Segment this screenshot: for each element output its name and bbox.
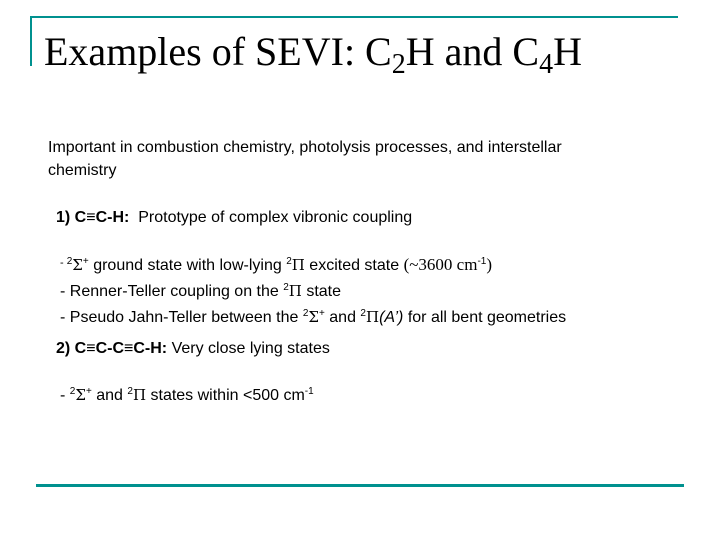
bottom-rule (36, 484, 684, 487)
section-2-subtitle: Very close lying states (171, 340, 330, 357)
section-2-label: 2) C≡C-C≡C-H: (56, 340, 168, 357)
bullet-ground-state: - $^2$Σ+ ground state with low-lying $^2$Π excited state (~3600 $cm^{-1}$) (60, 255, 493, 274)
section-1-label: 1) C≡C-H: (56, 209, 130, 226)
section-1-subtitle: Prototype of complex vibronic coupling (138, 209, 413, 226)
bullet-renner-teller: - Renner-Teller coupling on the $^2$Π state (60, 282, 342, 300)
intro-text (48, 136, 562, 182)
intro-line-2: chemistry (48, 162, 117, 179)
section-2-heading (56, 338, 330, 360)
left-rule (30, 16, 32, 66)
section-2-bullets (60, 381, 314, 407)
section-1-bullets (60, 251, 566, 329)
bullet-close-states: - $^2$Σ+ and $^2$Π states within <500 $cm^{-1}$ (60, 386, 314, 404)
section-1-heading (56, 207, 412, 229)
slide-title: Examples of SEVI: $C_2H$ and $C_4H$ (44, 29, 582, 80)
intro-line-1: Important in combustion chemistry, photolysis processes, and interstellar (48, 139, 562, 156)
top-rule (30, 16, 678, 18)
bullet-jahn-teller: - Pseudo Jahn-Teller between the $^2$Σ+ and $^2$Π(A’) for all bent geometries (60, 308, 567, 326)
